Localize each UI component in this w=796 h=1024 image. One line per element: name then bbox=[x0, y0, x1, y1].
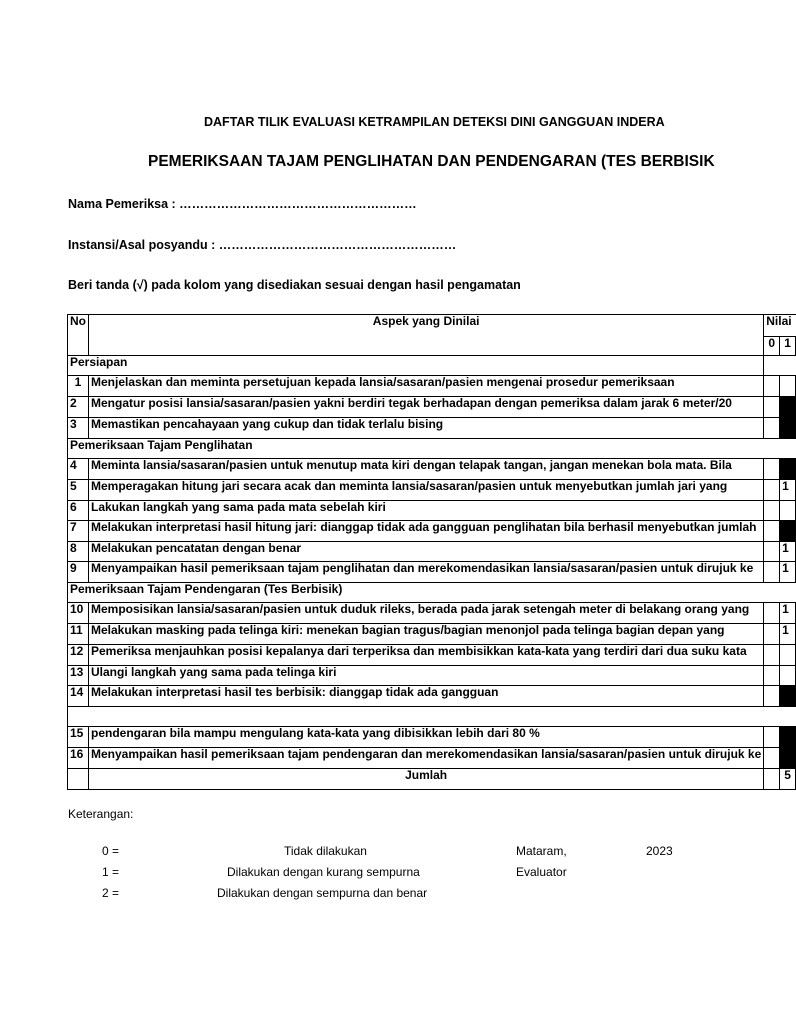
document-subtitle: PEMERIKSAAN TAJAM PENGLIHATAN DAN PENDENGARAN (TES BERBISIK bbox=[148, 153, 715, 170]
score-1-cell-filled bbox=[780, 686, 796, 707]
row-no: 2 bbox=[68, 397, 89, 418]
score-0-cell bbox=[764, 748, 780, 769]
row-aspect: Melakukan masking pada telinga kiri: menekan bagian tragus/bagian menonjol pada telinga bagian depan yang bbox=[89, 624, 764, 645]
header-no: No bbox=[68, 315, 89, 356]
row-aspect: Meminta lansia/sasaran/pasien untuk menutup mata kiri dengan telapak tangan, jangan menekan bola mata. Bila bbox=[89, 459, 764, 480]
row-aspect: Lakukan langkah yang sama pada mata sebelah kiri bbox=[89, 501, 764, 521]
table-row bbox=[68, 418, 796, 439]
row-no: 7 bbox=[68, 521, 89, 542]
row-aspect: Memastikan pencahayaan yang cukup dan tidak terlalu bising bbox=[89, 418, 764, 439]
score-1-cell-filled bbox=[780, 521, 796, 542]
header-score: Nilai bbox=[764, 315, 796, 337]
section-row bbox=[68, 583, 796, 603]
row-aspect: Menyampaikan hasil pemeriksaan tajam penglihatan dan merekomendasikan lansia/sasaran/pasien untuk dirujuk ke bbox=[89, 562, 764, 583]
legend-desc-2: Dilakukan dengan sempurna dan benar bbox=[217, 886, 428, 900]
row-no: 10 bbox=[68, 603, 89, 624]
legend-title: Keterangan: bbox=[68, 807, 134, 821]
total-value: 5 bbox=[780, 769, 796, 790]
table-row bbox=[68, 397, 796, 418]
row-no: 5 bbox=[68, 480, 89, 501]
score-1-cell: 1 bbox=[780, 624, 796, 645]
score-1-cell-filled bbox=[780, 459, 796, 480]
legend-desc-0: Tidak dilakukan bbox=[284, 844, 367, 858]
signature-place: Mataram, bbox=[516, 844, 567, 858]
row-aspect: Melakukan pencatatan dengan benar bbox=[89, 542, 764, 562]
score-1-cell bbox=[780, 645, 796, 666]
row-no: 8 bbox=[68, 542, 89, 562]
score-0-cell bbox=[764, 521, 780, 542]
row-aspect: Melakukan interpretasi hasil hitung jari: dianggap tidak ada gangguan penglihatan bila berhasil menyebutkan jumlah bbox=[89, 521, 764, 542]
score-1-cell bbox=[780, 666, 796, 686]
score-1-cell: 1 bbox=[780, 562, 796, 583]
row-aspect: Menjelaskan dan meminta persetujuan kepada lansia/sasaran/pasien mengenai prosedur pemeriksaan bbox=[89, 376, 764, 397]
table-row bbox=[68, 645, 796, 666]
score-1-cell: 1 bbox=[780, 480, 796, 501]
score-0-cell bbox=[764, 727, 780, 748]
score-0-cell bbox=[764, 501, 780, 521]
signature-year: 2023 bbox=[646, 844, 673, 858]
score-0-cell bbox=[764, 624, 780, 645]
evaluation-table bbox=[67, 314, 796, 790]
score-0-cell bbox=[764, 376, 780, 397]
score-1-cell-filled bbox=[780, 418, 796, 439]
score-1-cell bbox=[780, 376, 796, 397]
score-1-cell: 1 bbox=[780, 603, 796, 624]
score-0-cell bbox=[764, 666, 780, 686]
table-row bbox=[68, 459, 796, 480]
instruction-text: Beri tanda (√) pada kolom yang disediakan sesuai dengan hasil pengamatan bbox=[68, 278, 521, 292]
score-1-cell-filled bbox=[780, 727, 796, 748]
row-aspect: pendengaran bila mampu mengulang kata-kata yang dibisikkan lebih dari 80 % bbox=[89, 727, 764, 748]
row-no: 1 bbox=[68, 376, 89, 397]
score-0-cell bbox=[764, 645, 780, 666]
row-no: 9 bbox=[68, 562, 89, 583]
row-no: 14 bbox=[68, 686, 89, 707]
section-row bbox=[68, 439, 796, 459]
score-1-cell-filled bbox=[780, 748, 796, 769]
table-row bbox=[68, 727, 796, 748]
legend-code-2: 2 = bbox=[102, 886, 120, 900]
header-aspect: Aspek yang Dinilai bbox=[89, 315, 764, 356]
header-score-1: 1 bbox=[780, 337, 796, 356]
row-aspect: Ulangi langkah yang sama pada telinga kiri bbox=[89, 666, 764, 686]
table-row bbox=[68, 501, 796, 521]
header-score-0: 0 bbox=[764, 337, 780, 356]
document-title: DAFTAR TILIK EVALUASI KETRAMPILAN DETEKSI DINI GANGGUAN INDERA bbox=[204, 115, 665, 129]
score-0-cell bbox=[764, 397, 780, 418]
row-no: 13 bbox=[68, 666, 89, 686]
examiner-field: Nama Pemeriksa : ………………………………………………… bbox=[68, 197, 417, 211]
row-no: 4 bbox=[68, 459, 89, 480]
section-row bbox=[68, 356, 796, 376]
table-row bbox=[68, 542, 796, 562]
row-aspect: Memperagakan hitung jari secara acak dan meminta lansia/sasaran/pasien untuk menyebutkan jumlah jari yang bbox=[89, 480, 764, 501]
table-row bbox=[68, 748, 796, 769]
table-header-row bbox=[68, 315, 796, 337]
row-no: 6 bbox=[68, 501, 89, 521]
table-row bbox=[68, 376, 796, 397]
section-persiapan: Persiapan bbox=[68, 356, 764, 376]
total-row bbox=[68, 769, 796, 790]
score-1-cell: 1 bbox=[780, 542, 796, 562]
table-row bbox=[68, 624, 796, 645]
signature-evaluator: Evaluator bbox=[516, 865, 567, 879]
legend-code-1: 1 = bbox=[102, 865, 120, 879]
score-1-cell-filled bbox=[780, 397, 796, 418]
score-0-cell bbox=[764, 480, 780, 501]
table-row bbox=[68, 480, 796, 501]
spacer-row bbox=[68, 707, 796, 727]
table-row bbox=[68, 666, 796, 686]
row-aspect: Pemeriksa menjauhkan posisi kepalanya dari terperiksa dan membisikkan kata-kata yang terdiri dari dua suku kata bbox=[89, 645, 764, 666]
table-row bbox=[68, 521, 796, 542]
row-aspect: Memposisikan lansia/sasaran/pasien untuk duduk rileks, berada pada jarak setengah meter di belakang orang yang bbox=[89, 603, 764, 624]
row-aspect: Mengatur posisi lansia/sasaran/pasien yakni berdiri tegak berhadapan dengan pemeriksa dalam jarak 6 meter/20 bbox=[89, 397, 764, 418]
table-row bbox=[68, 686, 796, 707]
table-row bbox=[68, 562, 796, 583]
section-vision: Pemeriksaan Tajam Penglihatan bbox=[68, 439, 764, 459]
score-1-cell bbox=[780, 501, 796, 521]
score-0-cell bbox=[764, 459, 780, 480]
row-no: 16 bbox=[68, 748, 89, 769]
total-label: Jumlah bbox=[89, 769, 764, 790]
row-no: 3 bbox=[68, 418, 89, 439]
score-0-cell bbox=[764, 418, 780, 439]
row-no: 12 bbox=[68, 645, 89, 666]
institution-field: Instansi/Asal posyandu : ………………………………………………… bbox=[68, 238, 457, 252]
legend-desc-1: Dilakukan dengan kurang sempurna bbox=[227, 865, 420, 879]
row-aspect: Menyampaikan hasil pemeriksaan tajam pendengaran dan merekomendasikan lansia/sasaran/pasien untuk dirujuk ke bbox=[89, 748, 764, 769]
score-0-cell bbox=[764, 562, 780, 583]
score-0-cell bbox=[764, 603, 780, 624]
section-hearing: Pemeriksaan Tajam Pendengaran (Tes Berbisik) bbox=[68, 583, 764, 603]
row-no: 11 bbox=[68, 624, 89, 645]
row-no: 15 bbox=[68, 727, 89, 748]
legend-code-0: 0 = bbox=[102, 844, 120, 858]
row-aspect: Melakukan interpretasi hasil tes berbisik: dianggap tidak ada gangguan bbox=[89, 686, 764, 707]
score-0-cell bbox=[764, 686, 780, 707]
score-0-cell bbox=[764, 542, 780, 562]
table-row bbox=[68, 603, 796, 624]
